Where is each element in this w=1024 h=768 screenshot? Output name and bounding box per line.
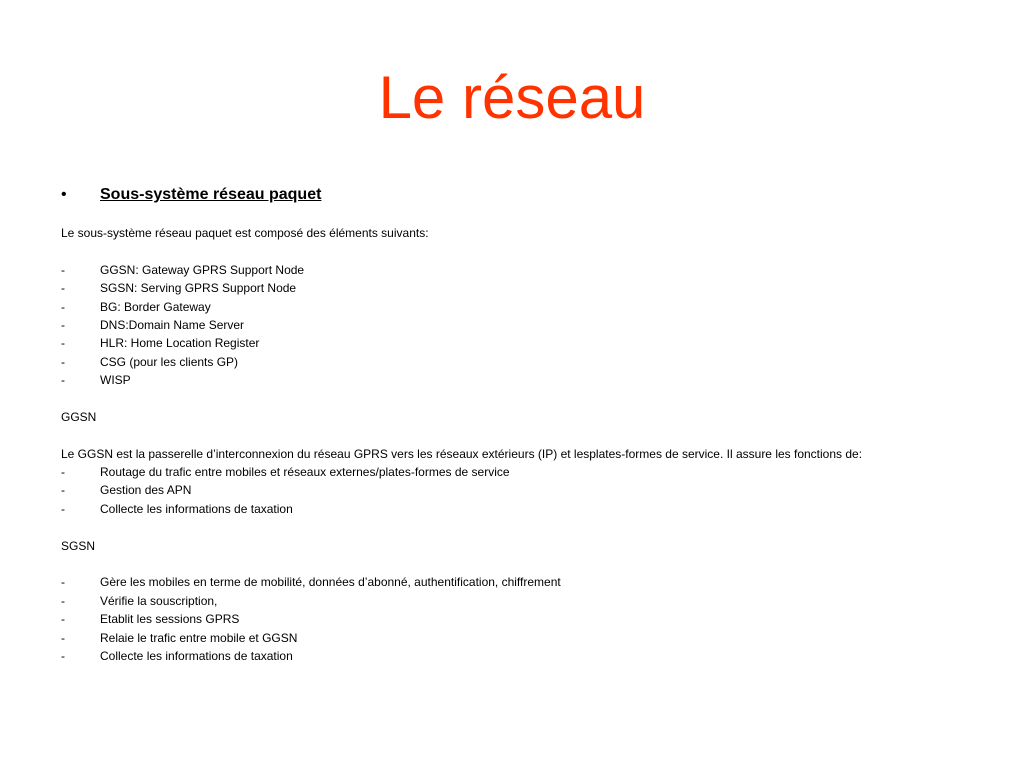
list-item	[61, 481, 1001, 499]
list-item	[61, 573, 1001, 591]
spacer	[61, 555, 1001, 573]
ggsn-label: GGSN	[61, 409, 97, 424]
list-item	[61, 279, 1001, 297]
dash-marker: -	[61, 575, 65, 590]
section-heading-text: Sous-système réseau paquet	[100, 186, 322, 203]
slide-content	[61, 183, 1001, 665]
list-item-text: GGSN: Gateway GPRS Support Node	[100, 262, 305, 277]
list-item	[61, 463, 1001, 481]
list-item-text: Etablit les sessions GPRS	[100, 612, 240, 627]
spacer	[61, 242, 1001, 260]
sgsn-label: SGSN	[61, 538, 96, 553]
list-item	[61, 592, 1001, 610]
list-item-text: Collecte les informations de taxation	[100, 648, 293, 663]
dash-marker: -	[61, 373, 65, 388]
list-item-text: DNS:Domain Name Server	[100, 317, 245, 332]
spacer	[61, 518, 1001, 536]
dash-marker: -	[61, 281, 65, 296]
list-item	[61, 353, 1001, 371]
list-item-text: WISP	[100, 373, 131, 388]
slide-title: Le réseau	[378, 64, 646, 131]
dash-marker: -	[61, 299, 65, 314]
list-item	[61, 647, 1001, 665]
dash-marker: -	[61, 593, 65, 608]
list-item	[61, 261, 1001, 279]
dash-marker: -	[61, 465, 65, 480]
list-item	[61, 500, 1001, 518]
list-item-text: HLR: Home Location Register	[100, 336, 260, 351]
dash-marker: -	[61, 630, 65, 645]
intro-text: Le sous-système réseau paquet est composé des éléments suivants:	[61, 226, 429, 240]
list-item	[61, 316, 1001, 334]
list-item	[61, 298, 1001, 316]
dash-marker: -	[61, 612, 65, 627]
list-item	[61, 371, 1001, 389]
dash-marker: -	[61, 501, 65, 516]
dash-marker: -	[61, 483, 65, 498]
list-item-text: Vérifie la souscription,	[100, 593, 218, 608]
section-heading	[61, 183, 1001, 207]
list-item-text: CSG (pour les clients GP)	[100, 354, 239, 369]
list-item-text: SGSN: Serving GPRS Support Node	[100, 281, 297, 296]
list-item-text: Gère les mobiles en terme de mobilité, données d’abonné, authentification, chiffrement	[100, 575, 561, 590]
spacer	[61, 390, 1001, 408]
dash-marker: -	[61, 336, 65, 351]
ggsn-description: Le GGSN est la passerelle d’interconnexion du réseau GPRS vers les réseaux extérieurs (IP) et lesplates-formes de service. Il assure les fonctions de:	[61, 446, 863, 461]
dash-marker: -	[61, 648, 65, 663]
elements-list	[61, 261, 1001, 390]
list-item-text: Gestion des APN	[100, 483, 192, 498]
ggsn-functions-list	[61, 463, 1001, 518]
list-item-text: Routage du trafic entre mobiles et réseaux externes/plates-formes de service	[100, 465, 510, 480]
bullet-icon: •	[61, 186, 67, 203]
list-item	[61, 629, 1001, 647]
list-item-text: BG: Border Gateway	[100, 299, 211, 314]
list-item	[61, 334, 1001, 352]
list-item	[61, 610, 1001, 628]
dash-marker: -	[61, 354, 65, 369]
list-item-text: Collecte les informations de taxation	[100, 501, 293, 516]
dash-marker: -	[61, 317, 65, 332]
list-item-text: Relaie le trafic entre mobile et GGSN	[100, 630, 298, 645]
spacer	[61, 426, 1001, 444]
dash-marker: -	[61, 262, 65, 277]
sgsn-functions-list	[61, 573, 1001, 665]
